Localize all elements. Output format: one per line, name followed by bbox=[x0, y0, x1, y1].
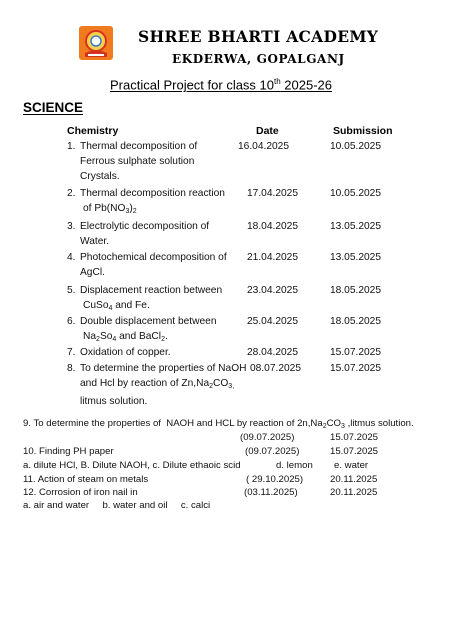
item-11-text: 11. Action of steam on metals bbox=[23, 474, 149, 485]
row-date: 17.04.2025 bbox=[247, 188, 298, 199]
item-11-date: ( 29.10.2025) bbox=[246, 474, 304, 485]
row-number: 7. bbox=[67, 347, 76, 358]
row-date: 23.04.2025 bbox=[247, 285, 298, 296]
row-description: Oxidation of copper. bbox=[80, 347, 171, 358]
row-number: 4. bbox=[67, 252, 76, 263]
item-12-date: (03.11.2025) bbox=[244, 487, 298, 498]
item-10-text: 10. Finding PH paper bbox=[23, 446, 114, 457]
school-logo-icon bbox=[79, 26, 113, 60]
row-number: 6. bbox=[67, 316, 76, 327]
item-10-option-d: d. lemon bbox=[276, 460, 313, 471]
row-number: 2. bbox=[67, 188, 76, 199]
row-description: To determine the properties of NaOH and Hcl by reaction of $Zn,Na_2CO_{3,}$ litmus solution. bbox=[80, 363, 247, 408]
item-10-date: (09.07.2025) bbox=[245, 446, 300, 457]
row-submission: 10.05.2025 bbox=[330, 188, 381, 199]
item-9-date: (09.07.2025) bbox=[240, 432, 295, 443]
item-12-text: 12. Corrosion of iron nail in bbox=[23, 487, 138, 498]
item-11-submission: 20.11.2025 bbox=[330, 474, 378, 485]
item-10-option-e: e. water bbox=[334, 460, 369, 471]
row-description: Electrolytic decomposition of Water. bbox=[80, 221, 210, 248]
school-address: EKDERWA, GOPALGANJ bbox=[172, 52, 345, 66]
row-description: Double displacement between $Na_2So_4$ and BaCl$_2$. bbox=[80, 316, 217, 344]
item-10-options: a. dilute HCl, B. Dilute NAOH, c. Dilute ethaoic scid bbox=[23, 460, 241, 471]
column-header-submission: Submission bbox=[333, 125, 393, 137]
item-12-options: a. air and water b. water and oil c. calci bbox=[23, 500, 211, 511]
row-date: 21.04.2025 bbox=[247, 252, 298, 263]
row-submission: 13.05.2025 bbox=[330, 252, 381, 263]
item-12-submission: 20.11.2025 bbox=[330, 487, 378, 498]
row-date: 08.07.2025 bbox=[250, 363, 301, 374]
row-number: 5. bbox=[67, 285, 76, 296]
item-9-submission: 15.07.2025 bbox=[330, 432, 379, 443]
section-heading: SCIENCE bbox=[23, 100, 84, 115]
row-date: 16.04.2025 bbox=[238, 141, 289, 152]
row-date: 25.04.2025 bbox=[247, 316, 298, 327]
school-name: SHREE BHARTI ACADEMY bbox=[138, 27, 379, 46]
row-description: Photochemical decomposition of AgCl. bbox=[80, 252, 227, 279]
item-9-text: 9. To determine the properties of NAOH and HCL by reaction of $2n,Na_2CO_3$ ,litmus solution. bbox=[23, 418, 414, 430]
row-submission: 18.05.2025 bbox=[330, 285, 381, 296]
row-submission: 15.07.2025 bbox=[330, 347, 381, 358]
row-description: Thermal decomposition reaction of $Pb(NO_3)_2$ bbox=[80, 188, 225, 216]
row-number: 1. bbox=[67, 141, 76, 152]
column-header-subject: Chemistry bbox=[67, 125, 119, 137]
row-submission: 10.05.2025 bbox=[330, 141, 381, 152]
project-title: Practical Project for class 10th 2025-26 bbox=[110, 77, 333, 93]
row-number: 3. bbox=[67, 221, 76, 232]
row-description: Thermal decomposition of Ferrous sulphate solution Crystals. bbox=[80, 141, 198, 183]
column-header-date: Date bbox=[256, 125, 279, 137]
row-date: 18.04.2025 bbox=[247, 221, 298, 232]
row-submission: 18.05.2025 bbox=[330, 316, 381, 327]
row-submission: 13.05.2025 bbox=[330, 221, 381, 232]
row-submission: 15.07.2025 bbox=[330, 363, 381, 374]
row-description: Displacement reaction between CuSo$_4$ and Fe. bbox=[80, 285, 223, 313]
item-10-submission: 15.07.2025 bbox=[330, 446, 379, 457]
row-date: 28.04.2025 bbox=[247, 347, 298, 358]
row-number: 8. bbox=[67, 363, 76, 374]
